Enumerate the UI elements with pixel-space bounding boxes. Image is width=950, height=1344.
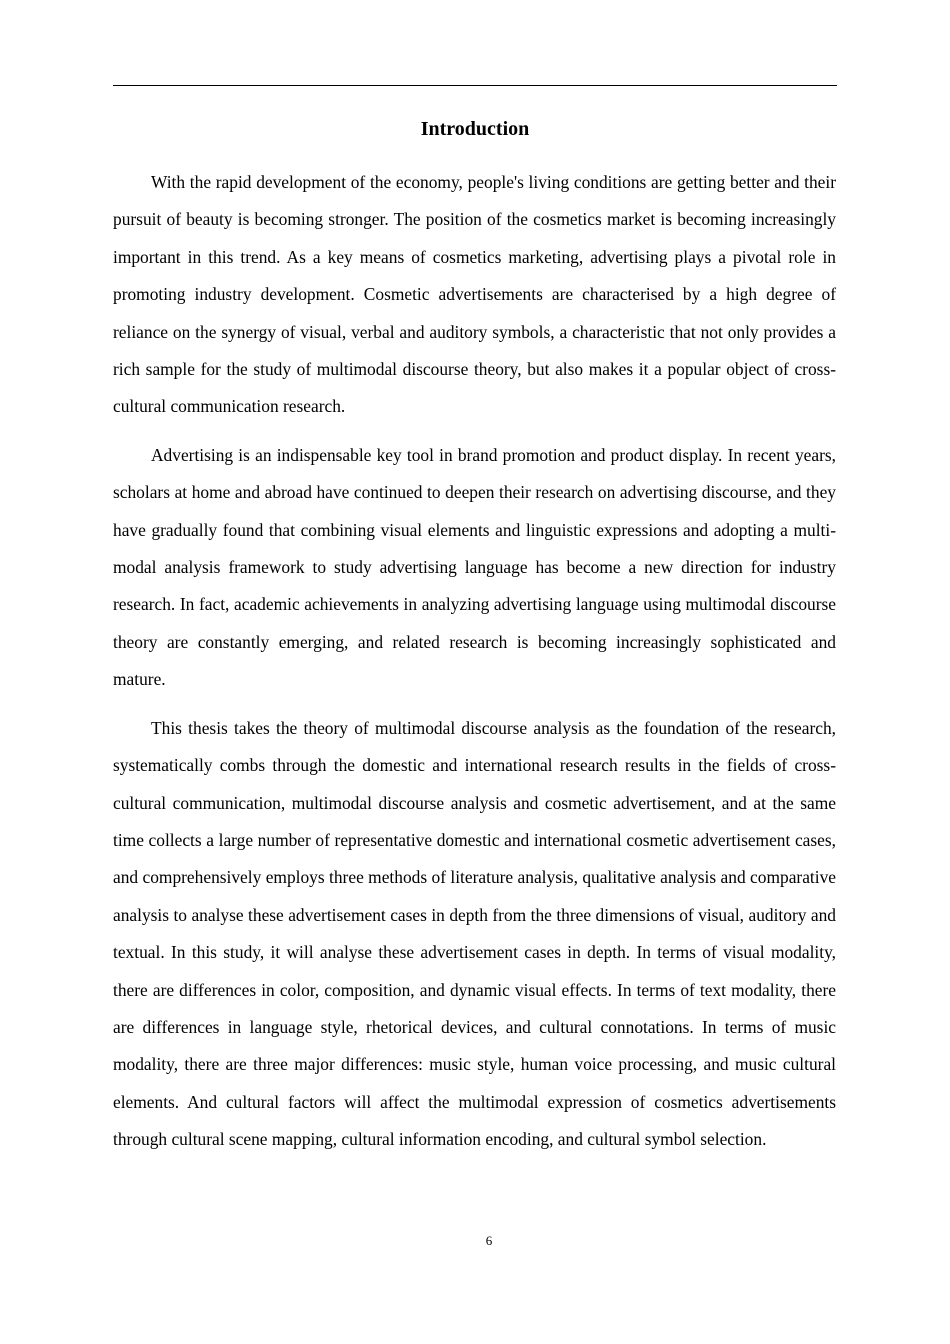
paragraph-3: This thesis takes the theory of multimodal discourse analysis as the foundation of the research, systematically combs through the domestic and international research results in the fields of cross-cultural communication, multimodal discourse analysis and cosmetic advertisement, and at the same time collects a large number of representative domestic and international cosmetic advertisement cases, and comprehensively employs three methods of literature analysis, qualitative analysis and comparative analysis to analyse these advertisement cases in depth from the three dimensions of visual, auditory and textual. In this study, it will analyse these advertisement cases in depth. In terms of visual modality, there are differences in color, composition, and dynamic visual effects. In terms of text modality, there are differences in language style, rhetorical devices, and cultural connotations. In terms of music modality, there are three major differences: music style, human voice processing, and music cultural elements. And cultural factors will affect the multimodal expression of cosmetics advertisements through cultural scene mapping, cultural information encoding, and cultural symbol selection. <box>113 717 836 1150</box>
header-rule <box>113 85 837 86</box>
paragraph-1: With the rapid development of the economy, people's living conditions are getting better and their pursuit of beauty is becoming stronger. The position of the cosmetics market is becoming increasingly important in this trend. As a key means of cosmetics marketing, advertising plays a pivotal role in promoting industry development. Cosmetic advertisements are characterised by a high degree of reliance on the synergy of visual, verbal and auditory symbols, a characteristic that not only provides a rich sample for the study of multimodal discourse theory, but also makes it a popular object of cross-cultural communication research. <box>113 172 836 417</box>
paragraph-2: Advertising is an indispensable key tool in brand promotion and product display. In recent years, scholars at home and abroad have continued to deepen their research on advertising discourse, and they have gradually found that combining visual elements and linguistic expressions and adopting a multi-modal analysis framework to study advertising language has become a new direction for industry research. In fact, academic achievements in analyzing advertising language using multimodal discourse theory are constantly emerging, and related research is becoming increasingly sophisticated and mature. <box>113 444 836 690</box>
section-title: Introduction <box>420 118 530 140</box>
page-number: 6 <box>485 1233 493 1248</box>
body-text <box>113 164 836 1170</box>
